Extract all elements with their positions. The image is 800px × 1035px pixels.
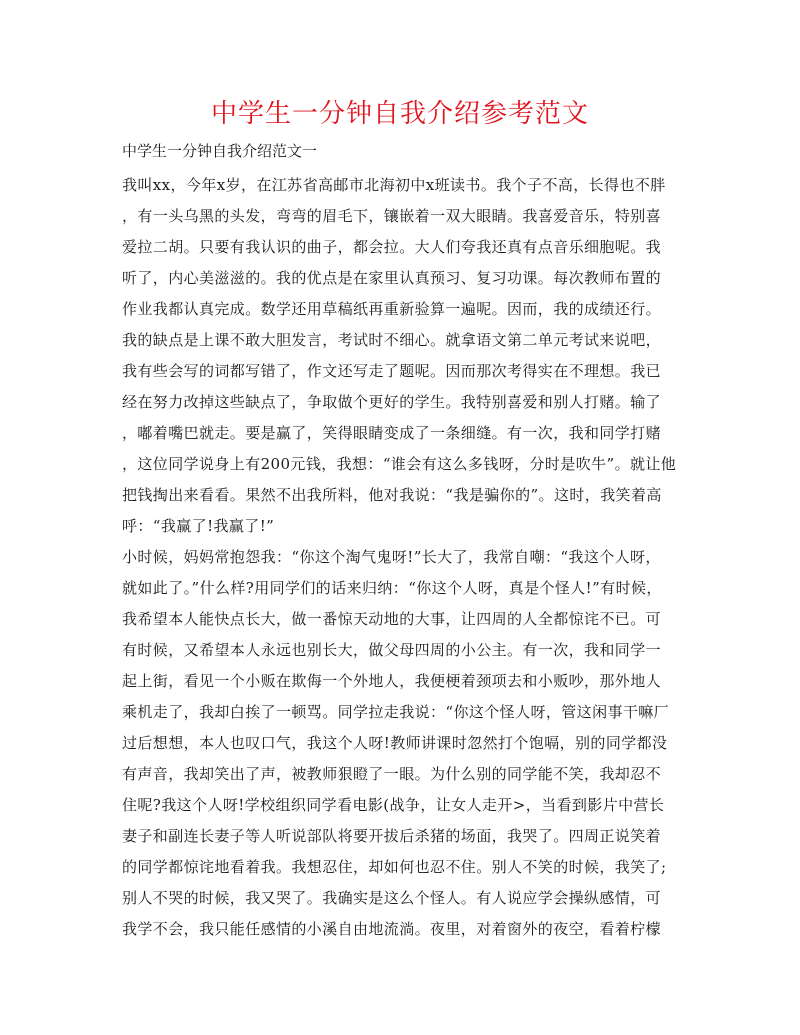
text-line: 听了，内心美滋滋的。我的优点是在家里认真预习、复习功课。每次教师布置的 <box>122 269 662 287</box>
text-line: 别人不哭的时候，我又哭了。我确实是这么个怪人。有人说应学会操纵感情，可 <box>122 889 662 907</box>
text-line: 起上街，看见一个小贩在欺侮一个外地人，我便梗着颈项去和小贩吵，那外地人 <box>122 672 662 690</box>
text-line: ，嘟着嘴巴就走。要是赢了，笑得眼睛变成了一条细缝。有一次，我和同学打赌 <box>122 424 662 442</box>
text-line: 的同学都惊诧地看着我。我想忍住，却如何也忍不住。别人不笑的时候，我笑了; <box>122 858 667 876</box>
text-line: 住呢?我这个人呀!学校组织同学看电影(战争，让女人走开>，当看到影片中营长 <box>122 796 665 814</box>
text-line: 乘机走了，我却白挨了一顿骂。同学拉走我说：“你这个怪人呀，管这闲事干嘛厂 <box>122 703 670 721</box>
text-line: 我希望本人能快点长大，做一番惊天动地的大事，让四周的人全都惊诧不已。可 <box>122 610 662 628</box>
text-line: 妻子和副连长妻子等人听说部队将要开拔后杀猪的场面，我哭了。四周正说笑着 <box>122 827 662 845</box>
paragraph <box>122 542 688 945</box>
text-line: 把钱掏出来看看。果然不出我所料，他对我说：“我是骗你的”。这时，我笑着高 <box>122 486 662 504</box>
text-line: 我叫xx，今年x岁，在江苏省高邮市北海初中x班读书。我个子不高，长得也不胖 <box>122 176 666 194</box>
text-line: 过后想想，本人也叹口气，我这个人呀!教师讲课时忽然打个饱嗝，别的同学都没 <box>122 734 668 752</box>
text-line: ，这位同学说身上有200元钱，我想：“谁会有这么多钱呀，分时是吹牛”。就让他 <box>122 455 677 473</box>
text-line: 我学不会，我只能任感情的小溪自由地流淌。夜里，对着窗外的夜空，看着柠檬 <box>122 920 662 938</box>
text-line: 就如此了。”什么样?用同学们的话来归纳：“你这个人呀，真是个怪人!”有时候， <box>122 579 662 597</box>
paragraph <box>122 170 688 542</box>
text-line: 有声音，我却笑出了声，被教师狠瞪了一眼。为什么别的同学能不笑，我却忍不 <box>122 765 662 783</box>
text-line: 爱拉二胡。只要有我认识的曲子，都会拉。大人们夸我还真有点音乐细胞呢。我 <box>122 238 662 256</box>
text-line: 作业我都认真完成。数学还用草稿纸再重新验算一遍呢。因而，我的成绩还行。 <box>122 300 662 318</box>
document-body <box>122 170 688 945</box>
text-line: 我有些会写的词都写错了，作文还写走了题呢。因而那次考得实在不理想。我已 <box>122 362 662 380</box>
text-line: ，有一头乌黑的头发，弯弯的眉毛下，镶嵌着一双大眼睛。我喜爱音乐，特别喜 <box>122 207 662 225</box>
text-line: 有时候，又希望本人永远也别长大，做父母四周的小公主。有一次，我和同学一 <box>122 641 662 659</box>
text-line: 小时候，妈妈常抱怨我：“你这个淘气鬼呀!”长大了，我常自嘲：“我这个人呀， <box>122 548 661 566</box>
text-line: 呼：“我赢了!我赢了!” <box>122 517 275 535</box>
text-line: 我的缺点是上课不敢大胆发言，考试时不细心。就拿语文第二单元考试来说吧， <box>122 331 662 349</box>
text-line: 经在努力改掉这些缺点了，争取做个更好的学生。我特别喜爱和别人打赌。输了 <box>122 393 662 411</box>
document-subtitle: 中学生一分钟自我介绍范文一 <box>122 142 318 160</box>
document-title: 中学生一分钟自我介绍参考范文 <box>210 99 589 129</box>
